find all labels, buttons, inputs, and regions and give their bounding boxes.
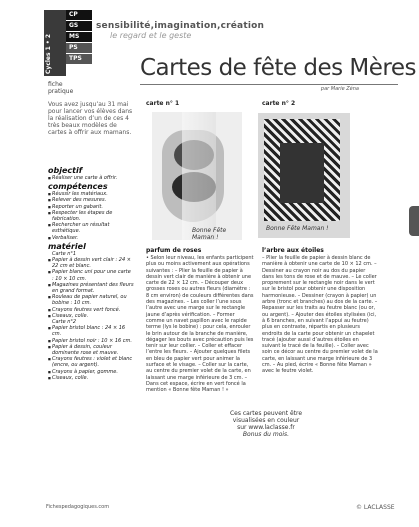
materiel-item: ■ Crayons à papier, gomme. (48, 369, 134, 375)
card2-heading: l’arbre aux étoiles (262, 247, 324, 254)
level-tps: TPS (66, 54, 92, 64)
competences-list (48, 191, 134, 241)
intro-text: Vous avez jusqu’au 31 mai pour lancer vos élèves dans la réalisation d’un de ces 4 très beaux modèles de cartes à offrir aux mamans. (48, 101, 133, 136)
materiel-item: ■ Crayons feutres : violet et blanc (encre, ou argent). (48, 356, 134, 368)
competence-item: ■ Respecter les étapes de fabrication. (48, 210, 134, 222)
footer-publisher: © LACLASSE (356, 504, 395, 511)
callout-line3: Bonus du mois. (242, 431, 290, 438)
cycle-label: Cycles 1 • 2 (45, 33, 52, 74)
materiel-card1-label: Carte n°1 (52, 250, 77, 257)
color-callout (224, 410, 308, 438)
level-ps: PS (66, 43, 92, 53)
doc-type: fiche pratique (48, 81, 74, 95)
materiel-item: ■ Ciseaux, colle. (48, 313, 134, 319)
author: par Marie Zéna (320, 86, 359, 92)
card1-fold (182, 112, 216, 240)
subtheme: le regard et le geste (110, 31, 192, 40)
card2-photo (258, 113, 350, 238)
materiel-item: ■ Papier bristol blanc : 24 × 16 cm. (48, 325, 134, 337)
card1-label: carte n° 1 (146, 100, 180, 107)
materiel-item: ■ Papier à dessin, couleur dominante rose et mauve. (48, 344, 134, 356)
card2-instructions (262, 247, 378, 375)
materiel-item: ■ Rouleau de papier naturel, ou bobine : 10 cm. (48, 294, 134, 306)
materiel-item: ■ Papier bristol noir : 10 × 16 cm. (48, 338, 134, 344)
card1-text: • Selon leur niveau, les enfants participent plus ou moins activement aux opérations suivantes : – Plier la feuille de papier à dessin vert clair de manière à obtenir une carte de 22 × 12 cm. – Découper deux grosses roses ou autres fleurs (diamètre : 8 cm environ) de couleurs différentes dans des magazines. – Les coller l’une sous l’autre avec une marge sur le rectangle jaune d’après vérification. – Former comme un navet papillon avec le rapide terme (lys le bobine) : pour cela, enrouler le brin autour de la branche de manière, dégager les bouts avec précaution puis les tenir sur leur collier. – Coller et effacer l’entre les fleurs. – Ajouter quelques filets en bleu de papier vert pour animer la surface et le visage. – Coller sur la carte, au centre du premier volet de la carte, en laissant une marge inférieure de 3 cm. – Dans cet espace, écrire en vert foncé la mention « Bonne fête Maman ! » (146, 255, 254, 394)
callout-link[interactable]: sur www.laclasse.fr (237, 424, 295, 431)
sidebar (48, 165, 134, 381)
tree-image (280, 143, 324, 203)
theme-heading: sensibilité,imagination,création (96, 21, 265, 31)
level-ms: MS (66, 32, 92, 42)
materiel-card2-label: Carte n°2 (52, 319, 77, 326)
materiel-heading: matériel (48, 241, 86, 251)
competence-item: ■ Rechercher un résultat esthétique. (48, 222, 134, 234)
materiel-item: ■ Crayons feutres vert foncé. (48, 307, 134, 313)
cycle-strip (44, 10, 66, 76)
card2-text: – Plier la feuille de papier à dessin blanc de manière à obtenir une carte de 10 × 12 cm. – Dessiner au crayon noir au dos du papier dans les tons de rose et de mauve. – Le coller proprement sur le rectangle noir dans le vert sur le bristol pour obtenir une disposition harmonieuse. – Dessiner (crayon à papier) un arbre (tronc et branches) au dos de la carte. – Repasser sur les traits au feutre blanc (ou or, ou argent). – Ajouter des étoiles stylisées (ici, à 6 branches, en suivant l’appui au feutre) plus en contraste, répartis en plusieurs endroits de la carte pour obtenir un chapelet tracé (ajouter aussi d’autres étoiles en suivant le tracé de la feuille). – Coller avec soin ce décor au centre du premier volet de la carte, en laissant une marge inférieure de 3 cm. – Au pied, écrire « Bonne fête Maman » avec le feutre violet. (262, 255, 378, 375)
materiel-item: ■ Magazines présentant des fleurs en grand format. (48, 282, 134, 294)
materiel-item: ■ Papier à dessin vert clair : 24 × 22 cm et blanc. (48, 257, 134, 269)
competence-item: ■ Réussir les matériaux. (48, 191, 134, 197)
competence-item: ■ Relever des mesures. (48, 197, 134, 203)
footer-site: Fichespedagogiques.com (46, 504, 110, 510)
level-gs: GS (66, 21, 92, 31)
page-edge-tab (409, 206, 419, 236)
page-title: Cartes de fête des Mères (140, 55, 416, 81)
card1-message: Bonne Fête Maman ! (192, 227, 227, 241)
objectif-heading: objectif (48, 166, 83, 175)
competence-item: ■ Verbaliser. (48, 235, 134, 241)
card1-heading: parfum de roses (146, 247, 202, 254)
level-list (66, 10, 92, 65)
materiel-list (48, 251, 134, 381)
objectif-list (48, 175, 134, 181)
title-rule (140, 84, 398, 85)
materiel-item: ■ Ciseaux, colle. (48, 375, 134, 381)
materiel-item: ■ Papier blanc uni pour une carte : 10 × 10 cm. (48, 269, 134, 281)
level-cp: CP (66, 10, 92, 20)
card1-photo (152, 112, 242, 240)
objectif-item: ■ Réaliser une carte à offrir. (48, 175, 134, 181)
card2-label: carte n° 2 (262, 100, 296, 107)
competences-heading: compétences (48, 182, 108, 192)
callout-line1: Ces cartes peuvent être visualisées en couleur (229, 410, 303, 424)
card2-message: Bonne Fête Maman ! (266, 225, 329, 232)
competence-item: ■ Reporter un gabarit. (48, 204, 134, 210)
card1-instructions (146, 247, 254, 394)
